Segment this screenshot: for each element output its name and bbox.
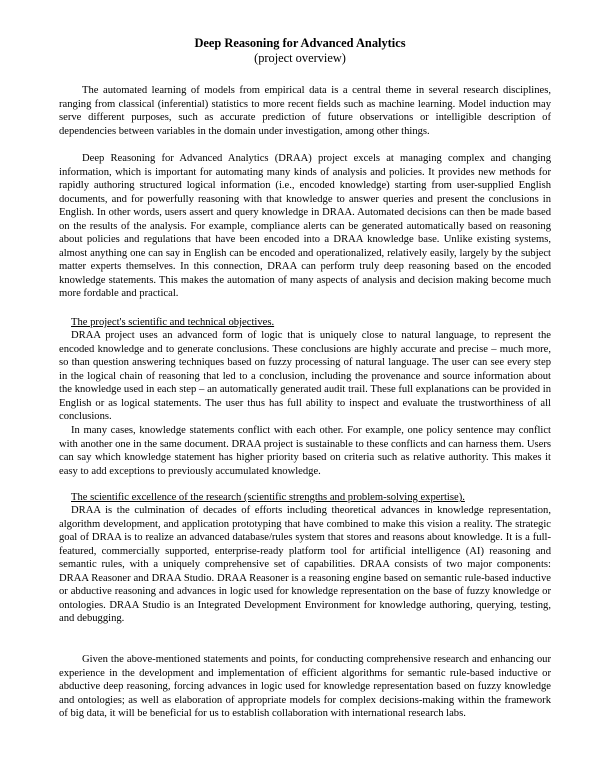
document-title: Deep Reasoning for Advanced Analytics [194, 36, 406, 50]
draa-overview-paragraph: Deep Reasoning for Advanced Analytics (DRAA) project excels at managing complex and changing information, which is important for automating many kinds of analysis and policies. It provides new methods for rapidly authoring structured logical information (i.e., encoded knowledge) starting from user-supplied English documents, and for powerfully reasoning with that knowledge to answer queries and present the conclusions in English. In other words, users assert and query knowledge in DRAA. Automated decisions can then be made based on the results of the analysis. For example, compliance alerts can be generated automatically based on reasoning about policies and regulations that have been encoded into a DRAA knowledge base. Unlike existing systems, almost anything one can say in English can be encoded and operationalized, relatively easily, largely by the subject matter experts themselves. In this connection, DRAA can perform truly deep reasoning based on the encoded knowledge statements. This makes the automation of many aspects of analysis and decision making become much more fordable and practical. [59, 153, 551, 299]
conclusion-paragraph: Given the above-mentioned statements and points, for conducting comprehensive research and enhancing our experience in the development and implementation of efficient algorithms for semantic rule-based inductive or abductive deep reasoning, forcing advances in logic used for knowledge representation based on fuzzy knowledge and ontologies; as well as elaboration of appropriate models for complex decisions-making within the framework of big data, it will be beneficial for us to establish collaboration with international research labs. [59, 654, 551, 719]
excellence-heading: The scientific excellence of the research (scientific strengths and problem-solving expertise). [71, 492, 465, 503]
objectives-paragraph: DRAA project uses an advanced form of logic that is uniquely close to natural language, to represent the encoded knowledge and to generate conclusions. These conclusions are highly accurate and precise – much more, so than question answering techniques based on fuzzy processing of natural language. The user can see every step in the logical chain of reasoning that led to a conclusion, including the provenance and source information about the knowledge used in each step – an automatically generated audit trail. These full explanations can be provided in English or as logical statements. The user thus has full ability to inspect and evaluate the trustworthiness of all conclusions. [59, 330, 551, 422]
excellence-paragraph: DRAA is the culmination of decades of efforts including theoretical advances in knowledge representation, algorithm development, and application prototyping that have combined to make this vision a reality. The strategic goal of DRAA is to realize an advanced database/rules system that stores and reasons about knowledge. It is a full-featured, commercially supported, enterprise-ready platform tool for artificial intelligence (AI) reasoning and semantic rules, with a uniquely comprehensive set of capabilities. DRAA consists of two major components: DRAA Reasoner and DRAA Studio. DRAA Reasoner is a reasoning engine based on semantic rule-based inductive or abductive reasoning and advances in logic used for knowledge representation on the base of fuzzy knowledge or ontologies. DRAA Studio is an Integrated Development Environment for knowledge authoring, querying, testing, and debugging. [59, 505, 551, 624]
document-subtitle: (project overview) [254, 51, 346, 65]
intro-paragraph: The automated learning of models from empirical data is a central theme in several research disciplines, ranging from classical (inferential) statistics to more recent fields such as machine learning. Model induction may serve different purposes, such as accurate prediction of future observations or intelligible description of dependencies between variables in the domain under investigation, among other things. [59, 85, 551, 137]
objectives-heading: The project's scientific and technical objectives. [71, 317, 275, 328]
conflicts-paragraph: In many cases, knowledge statements conflict with each other. For example, one policy sentence may conflict with another one in the same document. DRAA project is sustainable to these conflicts and can harness them. Users can say which knowledge statement has higher priority based on criteria such as relative authority. This makes it easy to add exceptions to previously accumulated knowledge. [59, 425, 551, 477]
